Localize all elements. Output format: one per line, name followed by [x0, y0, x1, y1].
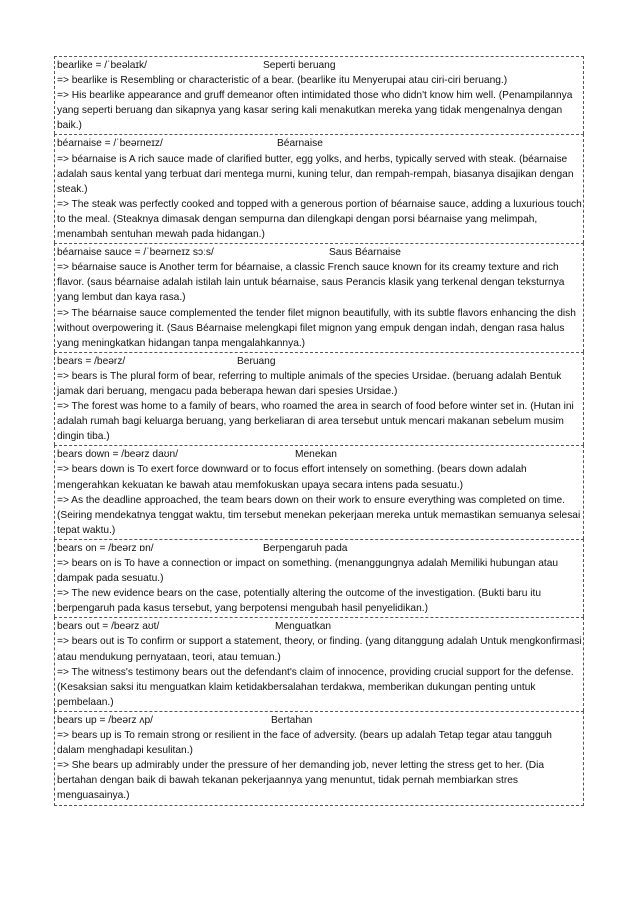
entry-term: béarnaise sauce = /ˈbeərneɪz sɔːs/	[57, 247, 214, 259]
glossary-entry	[54, 445, 584, 539]
glossary-entry	[54, 617, 584, 711]
entry-definition: => bears down is To exert force downward or to focus effort intensely on something. (bears down adalah mengerahkan kekuatan ke bawah atau memfokuskan upaya secara intens pada sesuatu.)	[57, 464, 527, 491]
entry-definition: => béarnaise is A rich sauce made of clarified butter, egg yolks, and herbs, typically served with steak. (béarnaise adalah saus kental yang terbuat dari mentega murni, kuning telur, dan rempah-rempah, biasanya disajikan dengan steak.)	[57, 153, 574, 195]
entry-header	[57, 619, 582, 634]
entry-meaning: Béarnaise	[277, 138, 323, 150]
glossary-entry	[54, 352, 584, 446]
entry-meaning: Menekan	[295, 449, 337, 461]
entry-meaning: Berpengaruh pada	[263, 542, 348, 554]
entry-header	[57, 58, 582, 73]
entry-term: bears on = /beərz ɒn/	[57, 542, 154, 554]
entry-meaning: Menguatkan	[275, 621, 332, 633]
entry-header	[57, 245, 582, 260]
entry-example: => The witness's testimony bears out the defendant's claim of innocence, providing crucial support for the defense. (Kesaksian saksi itu menguatkan klaim ketidakbersalahan terdakwa, memberikan dukungan penting untuk pembelaan.)	[57, 666, 574, 708]
entry-definition: => bears up is To remain strong or resilient in the face of adversity. (bears up adalah Tetap tegar atau tangguh dalam menghadapi kesulitan.)	[57, 730, 552, 757]
glossary-entry	[54, 711, 584, 806]
entry-term: bears up = /beərz ʌp/	[57, 714, 153, 726]
entry-example: => His bearlike appearance and gruff demeanor often intimidated those who didn't know him well. (Penampilannya yang seperti beruang dan sikapnya yang kasar sering kali menakutkan mereka yang tidak mengenalnya dengan baik.)	[57, 90, 573, 132]
entry-definition: => bears out is To confirm or support a statement, theory, or finding. (yang ditanggung adalah Untuk mengkonfirmasi atau mendukung pernyataan, teori, atau temuan.)	[57, 636, 582, 663]
entry-meaning: Beruang	[237, 355, 276, 367]
entry-header	[57, 136, 582, 151]
entry-term: bearlike = /ˈbeəlaɪk/	[57, 60, 147, 71]
entry-meaning: Bertahan	[271, 714, 313, 726]
glossary-document	[54, 56, 584, 806]
entry-header	[57, 541, 582, 556]
entry-example: => As the deadline approached, the team bears down on their work to ensure everything was completed on time. (Seiring mendekatnya tenggat waktu, tim tersebut menekan pekerjaan mereka untuk memastikan semuanya selesai tepat waktu.)	[57, 494, 581, 536]
entry-example: => The new evidence bears on the case, potentially altering the outcome of the investigation. (Bukti baru itu berpengaruh pada kasus tersebut, yang berpotensi mengubah hasil penyelidikan.)	[57, 588, 542, 615]
entry-term: bears down = /beərz daʊn/	[57, 449, 179, 461]
entry-term: béarnaise = /ˈbeərneɪz/	[57, 138, 163, 150]
entry-definition: => bears on is To have a connection or impact on something. (menanggungnya adalah Memiliki hubungan atau dampak pada sesuatu.)	[57, 558, 559, 585]
glossary-entry	[54, 134, 584, 243]
entry-example: => The steak was perfectly cooked and topped with a generous portion of béarnaise sauce, adding a luxurious touch to the meal. (Steaknya dimasak dengan sempurna dan dilengkapi dengan porsi béarnaise yang melimpah, menambah sentuhan mewah pada hidangan.)	[57, 198, 582, 241]
entry-example: => The forest was home to a family of bears, who roamed the area in search of food before winter set in. (Hutan ini adalah rumah bagi keluarga beruang, yang berkeliaran di area tersebut untuk mencari makanan sebelum musim dingin tiba.)	[57, 401, 574, 443]
entry-example: => The béarnaise sauce complemented the tender filet mignon beautifully, with its subtle flavors enhancing the dish without overpowering it. (Saus Béarnaise melengkapi filet mignon yang empuk dengan indah, dengan rasa halus yang meningkatkan hidangan tanpa mengalahkannya.)	[57, 307, 576, 349]
entry-term: bears out = /beərz aʊt/	[57, 621, 160, 633]
entry-term: bears = /beərz/	[57, 355, 126, 367]
glossary-entry	[54, 539, 584, 617]
entry-example: => She bears up admirably under the pressure of her demanding job, never letting the stress get to her. (Dia bertahan dengan baik di bawah tekanan pekerjaannya yang menuntut, tidak pernah membiarkan stres menguasainya.)	[57, 760, 545, 802]
glossary-entry	[54, 243, 584, 352]
entry-definition: => bearlike is Resembling or characteristic of a bear. (bearlike itu Menyerupai atau ciri-ciri beruang.)	[57, 75, 508, 87]
entry-definition: => béarnaise sauce is Another term for béarnaise, a classic French sauce known for its creamy texture and rich flavor. (saus béarnaise adalah istilah lain untuk béarnaise, saus Perancis klasik yang terkenal dengan teksturnya yang lembut dan kaya rasa.)	[57, 262, 565, 304]
entry-header	[57, 447, 582, 462]
entry-meaning: Seperti beruang	[263, 60, 336, 71]
entry-header	[57, 713, 582, 728]
glossary-entry	[54, 56, 584, 134]
entry-meaning: Saus Béarnaise	[329, 247, 401, 259]
entry-definition: => bears is The plural form of bear, referring to multiple animals of the species Ursidae. (beruang adalah Bentuk jamak dari beruang, mengacu pada beberapa hewan dari spesies Ursidae.)	[57, 370, 562, 397]
entry-header	[57, 354, 582, 369]
